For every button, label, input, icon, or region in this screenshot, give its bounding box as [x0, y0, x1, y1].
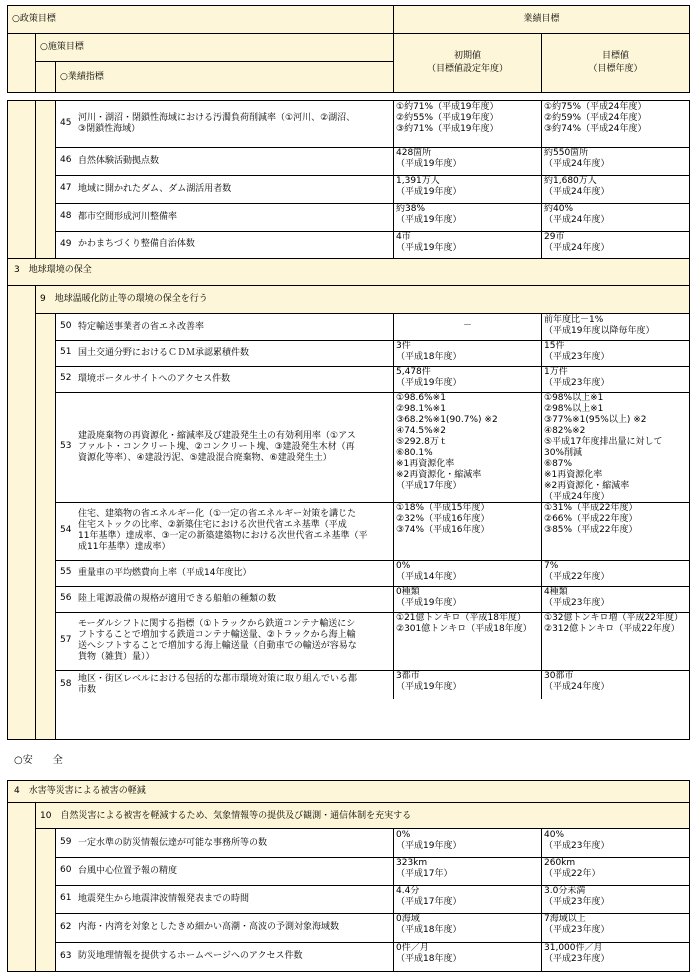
- group2-rows: [56, 314, 689, 739]
- indicator-number: 50: [60, 321, 72, 331]
- target-value: 1万件 （平成23年度）: [544, 367, 610, 388]
- initial-value-sub: （目標値設定年度）: [426, 64, 508, 74]
- initial-value: 1,391万人 （平成19年度）: [396, 176, 462, 197]
- initial-value-label: 初期値: [453, 51, 481, 61]
- header-fill-left2: [36, 62, 56, 92]
- safety-goal-label: ○安 全: [14, 755, 63, 766]
- indicator-name: 特定輸送事業者の省エネ改善率: [78, 322, 205, 332]
- initial-value: 約38% （平成19年度）: [396, 204, 462, 225]
- indicator-name: 一定水準の防災情報伝達が可能な事務所等の数: [78, 838, 268, 848]
- table-row: [56, 942, 689, 971]
- target-value: 29市 （平成24年度）: [544, 232, 610, 253]
- target-value: 15件 （平成23年度）: [544, 341, 610, 362]
- initial-value: ①18%（平成15年度） ②32%（平成16年度） ③74%（平成16年度）: [396, 503, 490, 535]
- indicator-number: 51: [60, 347, 72, 357]
- initial-value: ①98.6%※1 ②98.1%※1 ③68.2%※1(90.7%) ※2 ④74.5%※2 ⑤292.8万ｔ ⑥80.1% ※1再資源化率 ※2再資源化・縮減率 （平成17年度）: [396, 393, 498, 491]
- indicator-name: 環境ポータルサイトへのアクセス件数: [78, 374, 231, 384]
- table-row: [56, 670, 689, 699]
- indicator-name: 重量車の平均燃費向上率（平成14年度比）: [78, 568, 252, 578]
- target-value: 約550箇所 （平成24年度）: [544, 148, 610, 169]
- indicator-number: 59: [60, 837, 72, 847]
- table-row: [56, 231, 689, 258]
- indicator-number: 52: [60, 373, 72, 383]
- performance-goal-label: 業績目標: [523, 14, 560, 24]
- indicator-name: 自然体験活動拠点数: [78, 156, 160, 166]
- indicator-name: 国土交通分野におけるＣＤＭ承認累積件数: [78, 348, 250, 358]
- indicator-number: 58: [60, 679, 72, 689]
- section4-heading: 4 水害等災害による被害の軽減: [14, 786, 146, 796]
- indicator-number: 49: [60, 239, 72, 249]
- initial-value: 428箇所 （平成19年度）: [396, 148, 462, 169]
- initial-value: 4.4分 （平成17年度）: [396, 886, 462, 907]
- initial-value: 0% （平成19年度）: [396, 830, 462, 851]
- indicator-number: 54: [60, 525, 72, 535]
- indicator-name: 内海・内湾を対象としたきめ細かい高潮・高波の予測対象海域数: [78, 922, 340, 932]
- table-row: [56, 147, 689, 175]
- target-value: 31,000件／月 （平成23年度）: [544, 943, 610, 964]
- table-row: [56, 885, 689, 913]
- indicator-name: かわまちづくり整備自治体数: [78, 239, 195, 249]
- indicator-number: 56: [60, 593, 72, 603]
- initial-value: ①21億トンキロ（平成18年度） ②301億トンキロ（平成18年度）: [396, 613, 532, 634]
- indicator-name: 地区・街区レベルにおける包括的な都市環境対策に取り組んでいる都 市数: [78, 674, 358, 695]
- table-row: [56, 560, 689, 586]
- policy-goal-label: ○政策目標: [12, 14, 56, 24]
- target-value: ①98%以上※1 ②98%以上※1 ③77%※1(95%以上) ※2 ④82%※2 ⑤平成17年度排出量に対して 30%削減 ⑥87% ※1再資源化率 ※2再資源化・縮減率 （平成24年度）: [544, 393, 663, 502]
- initial-value: 3件 （平成18年度）: [396, 341, 462, 362]
- table-row: [56, 101, 689, 147]
- indicator-name: 地域に開かれたダム、ダム湖活用者数: [78, 184, 232, 194]
- target-value: 約40% （平成24年度）: [544, 204, 610, 225]
- indicator-name: 都市空間形成河川整備率: [78, 212, 178, 222]
- table-row: [56, 340, 689, 366]
- table-row: [56, 203, 689, 231]
- initial-value: 0件／月 （平成18年度）: [396, 943, 462, 964]
- target-value: 7% （平成22年度）: [544, 561, 610, 582]
- header-fill-indicator: [56, 62, 393, 92]
- indicator-name: 住宅、建築物の省エネルギー化（①一定の省エネルギー対策を講じた 住宅ストックの比率、②新築住宅における次世代省エネ基準（平成 11年基準）達成率、③一定の新築建築物における次世代省エネ基準（平 成11年基準）達成率）: [78, 509, 368, 552]
- initial-value: 0海域 （平成18年度）: [396, 914, 462, 935]
- indicator-table-2: [7, 780, 690, 972]
- initial-value: －: [462, 321, 472, 331]
- header-fill-policy: [8, 6, 393, 34]
- indicator-number: 63: [60, 951, 72, 961]
- table-row: [56, 857, 689, 885]
- indicator-name: 地震発生から地震津波情報発表までの時間: [78, 894, 250, 904]
- target-value: 260km （平成22年）: [544, 858, 601, 879]
- indicator-number: 53: [60, 441, 72, 451]
- indicator-number: 55: [60, 567, 72, 577]
- indicator-name: 防災地理情報を提供するホームページへのアクセス件数: [78, 951, 303, 961]
- initial-value: 323km （平成17年）: [396, 858, 453, 879]
- initial-value: ①約71%（平成19年度） ②約55%（平成19年度） ③約71%（平成19年度）: [396, 102, 499, 134]
- table-row: [56, 314, 689, 340]
- measure9-heading: 9 地球温暖化防止等の環境の保全を行う: [40, 294, 208, 304]
- target-value-label: 目標値: [601, 51, 629, 61]
- header-fill-left: [8, 34, 36, 92]
- table-row: [56, 612, 689, 670]
- table-row: [56, 829, 689, 857]
- initial-value: 0種類 （平成19年度）: [396, 587, 462, 608]
- indicator-number: 62: [60, 922, 72, 932]
- section3-heading: 3 地球環境の保全: [14, 265, 92, 275]
- header-table: [7, 5, 690, 93]
- indicator-name: 河川・湖沼・閉鎖性海域における汚濁負荷削減率（①河川、②湖沼、 ③閉鎖性海域）: [78, 113, 356, 134]
- table-row: [56, 502, 689, 560]
- indicator-number: 46: [60, 155, 72, 165]
- measure-goal-label: ○施策目標: [40, 42, 84, 52]
- initial-value: 0% （平成14年度）: [396, 561, 462, 582]
- indicator-name: モーダルシフトに関する指標（①トラックから鉄道コンテナ輸送にシ フトすることで増加する鉄道コンテナ輸送量、②トラックから海上輸 送へシフトすることで増加する海上輸送量（自動車での輸送が容易な 貨物（雑貨）量））: [78, 619, 357, 662]
- indicator-number: 61: [60, 893, 72, 903]
- initial-value: 3都市 （平成19年度）: [396, 671, 462, 692]
- target-value-sub: （目標年度）: [588, 64, 643, 74]
- target-value: 7海域以上 （平成23年度）: [544, 914, 610, 935]
- target-value: ①31%（平成22年度） ②66%（平成22年度） ③85%（平成22年度）: [544, 503, 638, 535]
- target-value: 約1,680万人 （平成24年度）: [544, 176, 610, 197]
- target-value: 3.0分未満 （平成23年度）: [544, 886, 610, 907]
- target-value: 40% （平成23年度）: [544, 830, 610, 851]
- indicator-number: 57: [60, 635, 72, 645]
- table-row: [56, 586, 689, 612]
- indicator-table-1: [7, 100, 690, 740]
- indicator-name: 陸上電源設備の規格が適用できる船舶の種類の数: [78, 594, 277, 604]
- group3-rows: [56, 829, 689, 971]
- group1-rows: [56, 101, 689, 258]
- indicator-number: 48: [60, 211, 72, 221]
- indicator-name: 台風中心位置予報の精度: [78, 866, 178, 876]
- initial-value: 4市 （平成19年度）: [396, 232, 462, 253]
- indicator-number: 60: [60, 865, 72, 875]
- measure10-heading: 10 自然災害による被害を軽減するため、気象情報等の提供及び観測・通信体制を充実する: [40, 811, 412, 821]
- initial-value: 5,478件 （平成19年度）: [396, 367, 462, 388]
- target-value: ①約75%（平成24年度） ②約59%（平成24年度） ③約74%（平成24年度）: [544, 102, 647, 134]
- header-fill-measure: [36, 34, 393, 62]
- indicator-number: 47: [60, 183, 72, 193]
- indicator-label: ○業績指標: [60, 72, 104, 82]
- table-row: [56, 366, 689, 392]
- target-value: 4種類 （平成23年度）: [544, 587, 610, 608]
- indicator-number: 45: [60, 118, 72, 128]
- table-row: [56, 392, 689, 502]
- indicator-name: 建設廃棄物の再資源化・縮減率及び建設発生土の有効利用率（①アス ファルト・コンクリート塊、②コンクリート塊、③建設発生木材（再 資源化等率）、④建設汚泥、⑤建設混合廃棄物、⑥建設発生土）: [78, 431, 356, 463]
- table-row: [56, 913, 689, 942]
- section3-fill: [8, 259, 689, 286]
- table-row: [56, 175, 689, 203]
- target-value: ①32億トンキロ増（平成22年度） ②312億トンキロ（平成22年度）: [544, 613, 683, 634]
- target-value: 前年度比－1% （平成19年度以降毎年度）: [544, 315, 655, 336]
- target-value: 30都市 （平成24年度）: [544, 671, 610, 692]
